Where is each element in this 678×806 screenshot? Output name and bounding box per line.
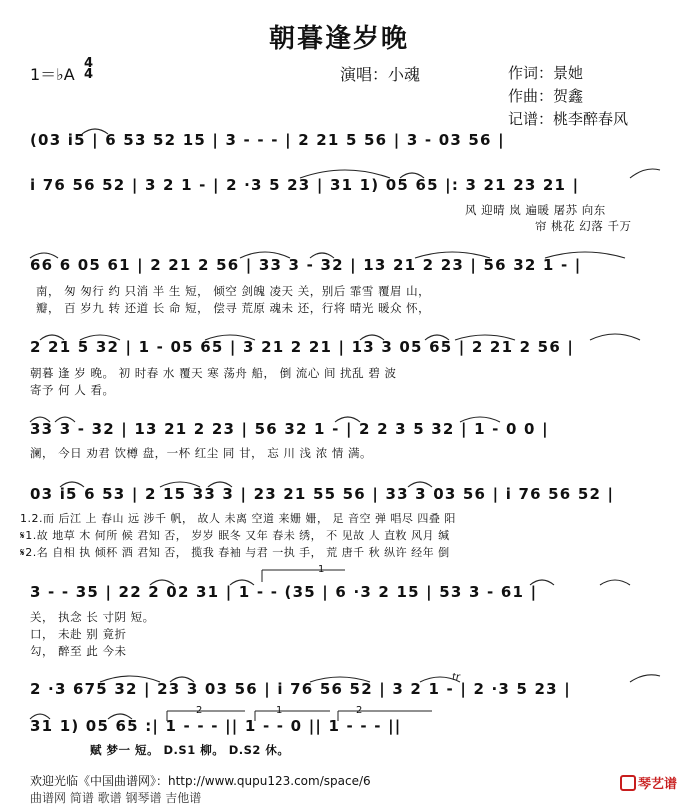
lyric-line: 关， 执念 长 寸阴 短。	[30, 610, 155, 624]
lyric-line: 帘 桃花 幻落 千万	[535, 219, 632, 233]
lyric-line: 风 迎晴 岚 遍暖 屠苏 向东	[465, 203, 606, 217]
logo-text: 琴艺谱	[638, 777, 678, 792]
notation-line: 66 6 05 61 | 2 21 2 56 | 33 3 - 32 | 13 21 2 23 | 56 32 1 - |	[30, 256, 582, 274]
meter-top: 4	[84, 56, 94, 71]
slur	[600, 580, 630, 585]
trill-mark: tr	[452, 672, 461, 683]
meter-bottom: 4	[84, 67, 94, 82]
lyric-line: 瓣， 百 岁九 转 还道 长 命 短， 偿寻 荒原 魂未 还，行将 晴光 暖众 怀，	[36, 301, 431, 315]
lyric-line: 朝暮 逢 岁 晚。 初 时春 水 覆天 寒 荡舟 船， 倒 流心 间 扰乱 碧 波	[30, 366, 397, 380]
lyric-line: 勾， 醉至 此 今未	[30, 644, 127, 658]
time-signature	[84, 58, 93, 80]
slur	[630, 169, 660, 178]
composer-credit: 作曲：贺鑫	[508, 87, 584, 105]
lyric-line: 口， 未赴 别 竟折	[30, 627, 127, 641]
singer-credit: 演唱：小魂	[340, 65, 421, 84]
notation-line: 03 i5 6 53 | 2 15 33 3 | 23 21 55 56 | 33 3 03 56 | i 76 56 52 |	[30, 485, 615, 503]
slur	[590, 334, 640, 340]
transcriber-credit: 记谱：桃李醉春风	[508, 110, 629, 128]
logo-icon	[620, 775, 636, 791]
volta-number: 1	[276, 705, 283, 716]
site-logo	[620, 773, 677, 792]
notation-line: 31 1) 05 65 :| 1 - - - || 1 - - 0 || 1 - - - ||	[30, 717, 402, 735]
volta-number: 1	[318, 564, 325, 575]
lyric-line: 澜， 今日 劝君 饮樽 盘，一杯 红尘 同 甘， 忘 川 浅 浓 情 满。	[30, 446, 373, 460]
footer-cut-line: 曲谱网 简谱 歌谱 钢琴谱 吉他谱	[30, 791, 202, 805]
notation-line: 2 21 5 32 | 1 - 05 65 | 3 21 2 21 | 13 3 05 65 | 2 21 2 56 |	[30, 338, 575, 356]
lyric-line: 𝄋2.名 自相 执 倾杯 酒 君知 否， 揽我 春袖 与君 一执 手， 荒 唐千 秋 纵许 经年 倒	[20, 546, 450, 559]
notation-line: 33 3 - 32 | 13 21 2 23 | 56 32 1 - | 2 2 3 5 32 | 1 - 0 0 |	[30, 420, 549, 438]
site-footer: 欢迎光临《中国曲谱网》：http://www.qupu123.com/space/6	[30, 774, 371, 788]
lyric-line: 赋 梦一 短。 D.S1 柳。 D.S2 休。	[90, 743, 290, 757]
lyric-line: 𝄋1.故 地草 木 何所 候 君知 否， 岁岁 眠冬 又年 春未 绣， 不 见故 人 直敉 风月 缄	[20, 529, 450, 542]
volta-number: 2	[356, 705, 363, 716]
notation-line: i 76 56 52 | 3 2 1 - | 2 ·3 5 23 | 31 1) 05 65 |: 3 21 23 21 |	[30, 176, 580, 194]
notation-line: 3 - - 35 | 22 2 02 31 | 1 - - (35 | 6 ·3 2 15 | 53 3 - 61 |	[30, 583, 538, 601]
page-title: 朝暮逢岁晚	[268, 24, 409, 54]
key-signature: 1＝♭A	[30, 65, 75, 84]
volta-number: 2	[196, 705, 203, 716]
notation-line: 2 ·3 675 32 | 23 3 03 56 | i 76 56 52 | 3 2 1 - | 2 ·3 5 23 |	[30, 680, 571, 698]
lyricist-credit: 作词：景她	[508, 64, 584, 82]
slur	[630, 675, 660, 682]
lyric-line: 寄予 何 人 看。	[30, 383, 115, 397]
lyric-line: 南， 匆 匆行 约 只消 半 生 短， 倾空 剑魄 凌天 关，别后 霏雪 覆眉 山，	[36, 284, 431, 298]
lyric-line: 1.2.而 后江 上 春山 远 涉千 帆， 故人 未离 空道 来姗 姗， 足 音空 弹 唱尽 四叠 阳	[20, 512, 456, 525]
notation-line: (03 i5 | 6 53 52 15 | 3 - - - | 2 21 5 56 | 3 - 03 56 |	[30, 131, 505, 149]
